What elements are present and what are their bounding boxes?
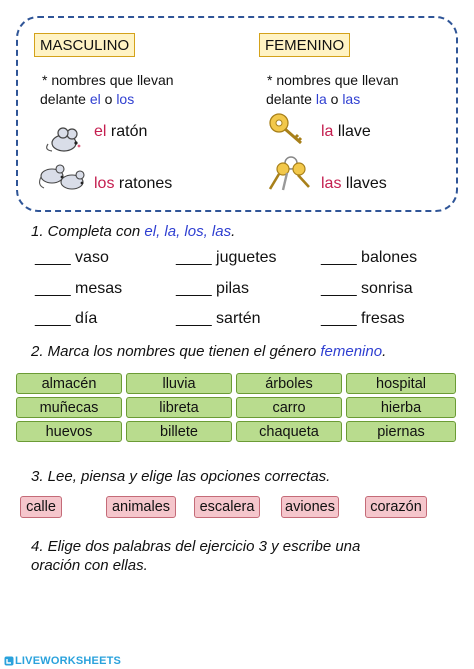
exercise1-item[interactable]: ____ sonrisa xyxy=(321,280,413,297)
word-option[interactable]: huevos xyxy=(16,421,122,442)
word-option[interactable]: árboles xyxy=(236,373,342,394)
word-option[interactable]: hierba xyxy=(346,397,456,418)
exercise4-instruction-line1: 4. Elige dos palabras del ejercicio 3 y escribe una xyxy=(31,538,361,555)
key-icon xyxy=(268,110,308,150)
word-option[interactable]: libreta xyxy=(126,397,232,418)
masculino-note-line2: delante el o los xyxy=(40,91,135,107)
option-button[interactable]: animales xyxy=(106,496,176,518)
word-option[interactable]: billete xyxy=(126,421,232,442)
exercise1-item[interactable]: ____ juguetes xyxy=(176,249,277,266)
word-option[interactable]: lluvia xyxy=(126,373,232,394)
exercise1-item[interactable]: ____ día xyxy=(35,310,98,327)
option-button[interactable]: calle xyxy=(20,496,62,518)
exercise1-item[interactable]: ____ sartén xyxy=(176,310,261,327)
keys-icon xyxy=(265,154,315,196)
plural-feminine-example: las llaves xyxy=(321,175,387,192)
exercise3-instruction: 3. Lee, piensa y elige las opciones correctas. xyxy=(31,468,331,485)
exercise4-instruction-line2: oración con ellas. xyxy=(31,557,148,574)
option-button[interactable]: escalera xyxy=(194,496,260,518)
exercise1-item[interactable]: ____ mesas xyxy=(35,280,123,297)
exercise1-item[interactable]: ____ pilas xyxy=(176,280,249,297)
exercise1-item[interactable]: ____ vaso xyxy=(35,249,109,266)
word-option[interactable]: carro xyxy=(236,397,342,418)
exercise1-item[interactable]: ____ balones xyxy=(321,249,418,266)
word-option[interactable]: chaqueta xyxy=(236,421,342,442)
singular-masculine-example: el ratón xyxy=(94,123,148,140)
word-option[interactable]: hospital xyxy=(346,373,456,394)
exercise1-instruction: 1. Completa con el, la, los, las. xyxy=(31,223,236,240)
femenino-header: FEMENINO xyxy=(259,33,350,57)
liveworksheets-brand[interactable]: LIVEWORKSHEETS xyxy=(15,655,122,667)
option-button[interactable]: corazón xyxy=(365,496,427,518)
singular-feminine-example: la llave xyxy=(321,123,371,140)
option-button[interactable]: aviones xyxy=(281,496,339,518)
mouse-icon xyxy=(42,124,86,154)
femenino-note-line1: * nombres que llevan xyxy=(267,72,399,88)
femenino-note-line2: delante la o las xyxy=(266,91,361,107)
mice-icon xyxy=(36,160,90,194)
masculino-note-line1: * nombres que llevan xyxy=(42,72,174,88)
plural-masculine-example: los ratones xyxy=(94,175,173,192)
word-option[interactable]: almacén xyxy=(16,373,122,394)
liveworksheets-logo-icon xyxy=(4,656,14,666)
masculino-header: MASCULINO xyxy=(34,33,135,57)
exercise2-instruction: 2. Marca los nombres que tienen el género femenino. xyxy=(31,343,387,360)
exercise1-item[interactable]: ____ fresas xyxy=(321,310,405,327)
footer xyxy=(0,655,474,669)
word-option[interactable]: muñecas xyxy=(16,397,122,418)
word-option[interactable]: piernas xyxy=(346,421,456,442)
